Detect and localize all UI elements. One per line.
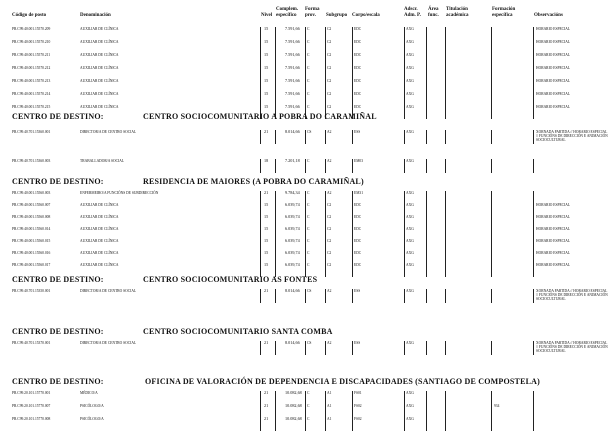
denominacion-cell: DIRECTOR/A DE CENTRO SOCIAL bbox=[80, 289, 137, 293]
posto-code: PR.C99.40.001.15560.017 bbox=[12, 263, 51, 267]
posto-code: PR.C99.40.001.15560.014 bbox=[12, 227, 51, 231]
posto-code: PR.C99.40.701.15350.001 bbox=[12, 289, 51, 293]
adscricion-cell: AXG bbox=[406, 227, 414, 231]
subgrupo-cell: C2 bbox=[327, 27, 332, 31]
forma-cell: C bbox=[307, 263, 310, 267]
denominacion-cell: AUXILIAR DE CLÍNICA bbox=[80, 227, 119, 231]
column-rule bbox=[445, 417, 446, 431]
complemento-cell: 10.082,68 bbox=[285, 416, 302, 421]
forma-cell: CS bbox=[307, 289, 312, 293]
centro-destino-heading bbox=[0, 377, 615, 389]
adscricion-cell: AXG bbox=[406, 79, 414, 83]
denominacion-cell: AUXILIAR DE CLÍNICA bbox=[80, 105, 119, 109]
forma-cell: C bbox=[307, 215, 310, 219]
nivel-cell: 15 bbox=[264, 202, 269, 207]
observacions-cell: HORARIO ESPECIAL bbox=[536, 251, 571, 255]
nivel-cell: 15 bbox=[264, 65, 269, 70]
complemento-cell: 8.014,66 bbox=[285, 340, 300, 345]
complemento-cell: 7.591,66 bbox=[285, 78, 300, 83]
subgrupo-cell: A2 bbox=[327, 289, 332, 293]
column-rule bbox=[533, 341, 534, 355]
complemento-cell: 6.039,74 bbox=[285, 214, 300, 219]
complemento-cell: 7.201,18 bbox=[285, 158, 300, 163]
complemento-cell: 10.082,68 bbox=[285, 390, 302, 395]
nivel-cell: 21 bbox=[264, 190, 269, 195]
observacions-cell: HORARIO ESPECIAL bbox=[536, 40, 571, 44]
table-row bbox=[0, 339, 615, 355]
subgrupo-cell: A2 bbox=[327, 341, 332, 345]
forma-cell: C bbox=[307, 404, 310, 408]
centro-destino-heading bbox=[0, 112, 615, 124]
complemento-cell: 6.039,74 bbox=[285, 262, 300, 267]
observacions-cell: HORARIO ESPECIAL bbox=[536, 92, 571, 96]
posto-code: PR.C99.40.701.15370.001 bbox=[12, 341, 51, 345]
column-rule bbox=[426, 130, 427, 144]
forma-cell: CS bbox=[307, 130, 312, 134]
observacions-cell: HORARIO ESPECIAL bbox=[536, 239, 571, 243]
nivel-cell: 21 bbox=[264, 340, 269, 345]
complemento-cell: 7.591,66 bbox=[285, 65, 300, 70]
observacions-cell: XORNADA PARTIDA // HORARIO ESPECIAL // FUNCIÓNS DE DIRECCIÓN E ANIMACIÓN SOCIOCULTURAL bbox=[536, 130, 608, 143]
adscricion-cell: AXG bbox=[406, 417, 414, 421]
column-rule bbox=[305, 289, 306, 303]
formacion-cell: 934 bbox=[494, 404, 500, 408]
column-rule bbox=[491, 417, 492, 431]
nivel-cell: 15 bbox=[264, 78, 269, 83]
nivel-cell: 15 bbox=[264, 91, 269, 96]
adscricion-cell: AXG bbox=[406, 404, 414, 408]
denominacion-cell: MÉDICO/A bbox=[80, 391, 98, 395]
denominacion-cell: DIRECTOR/A DE CENTRO SOCIAL bbox=[80, 341, 137, 345]
column-rule bbox=[305, 417, 306, 431]
corpo-cell: ESS bbox=[354, 130, 361, 134]
centro-destino-label: CENTRO DE DESTINO: bbox=[12, 112, 104, 121]
subgrupo-cell: C2 bbox=[327, 66, 332, 70]
posto-code: PR.C99.40.001.15560.008 bbox=[12, 215, 51, 219]
nivel-cell: 15 bbox=[264, 104, 269, 109]
table-header bbox=[0, 4, 615, 26]
posto-code: PR.C99.40.001.15560.007 bbox=[12, 203, 51, 207]
denominacion-cell: AUXILIAR DE CLÍNICA bbox=[80, 263, 119, 267]
corpo-cell: EM03 bbox=[354, 159, 363, 163]
centro-destino-label: CENTRO DE DESTINO: bbox=[12, 177, 104, 186]
centro-destino-label: CENTRO DE DESTINO: bbox=[12, 377, 104, 386]
forma-cell: C bbox=[307, 53, 310, 57]
subgrupo-cell: C2 bbox=[327, 92, 332, 96]
denominacion-cell: AUXILIAR DE CLÍNICA bbox=[80, 53, 119, 57]
table-row bbox=[0, 287, 615, 303]
posto-code: PR.C99.40.701.15360.003 bbox=[12, 159, 51, 163]
header-complemento: Complem. específico bbox=[276, 7, 299, 18]
header-titulacion: Titulación académica bbox=[446, 7, 469, 18]
nivel-cell: 21 bbox=[264, 403, 269, 408]
header-area: Área func. bbox=[428, 7, 439, 18]
observacions-cell: HORARIO ESPECIAL bbox=[536, 215, 571, 219]
observacions-cell: XORNADA PARTIDA // HORARIO ESPECIAL // FUNCIÓNS DE DIRECCIÓN E ANIMACIÓN SOCIOCULTURAL bbox=[536, 341, 608, 354]
nivel-cell: 21 bbox=[264, 390, 269, 395]
corpo-cell: EDC bbox=[354, 79, 362, 83]
column-rule bbox=[275, 159, 276, 173]
nivel-cell: 15 bbox=[264, 52, 269, 57]
forma-cell: C bbox=[307, 92, 310, 96]
denominacion-cell: PSICÓLOGO/A bbox=[80, 404, 104, 408]
subgrupo-cell: C2 bbox=[327, 40, 332, 44]
table-row bbox=[0, 415, 615, 431]
column-rule bbox=[533, 130, 534, 144]
column-rule bbox=[404, 159, 405, 173]
column-rule bbox=[491, 130, 492, 144]
posto-code: PR.C99.40.001.15570.213 bbox=[12, 79, 51, 83]
column-rule bbox=[352, 417, 353, 431]
header-codigo: Código de posto bbox=[12, 13, 47, 18]
column-rule bbox=[260, 130, 261, 144]
forma-cell: C bbox=[307, 159, 310, 163]
subgrupo-cell: A1 bbox=[327, 417, 332, 421]
corpo-cell: EDC bbox=[354, 215, 362, 219]
denominacion-cell: DIRECTOR/A DE CENTRO SOCIAL bbox=[80, 130, 137, 134]
complemento-cell: 8.014,66 bbox=[285, 129, 300, 134]
forma-cell: C bbox=[307, 391, 310, 395]
subgrupo-cell: A2 bbox=[327, 159, 332, 163]
corpo-cell: EDC bbox=[354, 227, 362, 231]
header-subgrupo: Subgrupo bbox=[326, 13, 348, 18]
corpo-cell: EDC bbox=[354, 203, 362, 207]
denominacion-cell: AUXILIAR DE CLÍNICA bbox=[80, 239, 119, 243]
header-nivel: Nivel bbox=[261, 13, 273, 18]
complemento-cell: 10.082,68 bbox=[285, 403, 302, 408]
posto-code: PR.C99.40.001.15570.210 bbox=[12, 40, 51, 44]
adscricion-cell: AXG bbox=[406, 215, 414, 219]
observacions-cell: HORARIO ESPECIAL bbox=[536, 263, 571, 267]
observacions-cell: HORARIO ESPECIAL bbox=[536, 53, 571, 57]
observacions-cell: HORARIO ESPECIAL bbox=[536, 203, 571, 207]
column-rule bbox=[260, 417, 261, 431]
centro-destino-name: OFICINA DE VALORACIÓN DE DEPENDENCIA E DISCAPACIDADES (SANTIAGO DE COMPOSTELA) bbox=[145, 377, 540, 386]
nivel-cell: 18 bbox=[264, 158, 269, 163]
column-rule bbox=[260, 289, 261, 303]
corpo-cell: ESS bbox=[354, 341, 361, 345]
denominacion-cell: AUXILIAR DE CLÍNICA bbox=[80, 66, 119, 70]
nivel-cell: 15 bbox=[264, 238, 269, 243]
denominacion-cell: AUXILIAR DE CLÍNICA bbox=[80, 27, 119, 31]
subgrupo-cell: C2 bbox=[327, 203, 332, 207]
column-rule bbox=[352, 159, 353, 173]
nivel-cell: 15 bbox=[264, 39, 269, 44]
column-rule bbox=[445, 341, 446, 355]
table-row bbox=[0, 157, 615, 173]
centro-destino-label: CENTRO DE DESTINO: bbox=[12, 327, 104, 336]
posto-code: PR.C99.20.101.15770.008 bbox=[12, 417, 51, 421]
column-rule bbox=[491, 289, 492, 303]
complemento-cell: 7.591,66 bbox=[285, 104, 300, 109]
complemento-cell: 6.039,74 bbox=[285, 238, 300, 243]
complemento-cell: 6.039,74 bbox=[285, 202, 300, 207]
nivel-cell: 15 bbox=[264, 262, 269, 267]
column-rule bbox=[325, 289, 326, 303]
column-rule bbox=[426, 341, 427, 355]
corpo-cell: EDC bbox=[354, 92, 362, 96]
denominacion-cell: PSICÓLOGO/A bbox=[80, 417, 104, 421]
corpo-cell: EDC bbox=[354, 53, 362, 57]
header-corpo: Corpo/escala bbox=[352, 13, 380, 18]
observacions-cell: HORARIO ESPECIAL bbox=[536, 105, 571, 109]
adscricion-cell: AXG bbox=[406, 130, 414, 134]
corpo-cell: EDC bbox=[354, 263, 362, 267]
column-rule bbox=[260, 341, 261, 355]
denominacion-cell: AUXILIAR DE CLÍNICA bbox=[80, 79, 119, 83]
nivel-cell: 15 bbox=[264, 250, 269, 255]
column-rule bbox=[325, 130, 326, 144]
header-adscricion: Adscr. Adm. P. bbox=[404, 7, 421, 18]
nivel-cell: 21 bbox=[264, 288, 269, 293]
observacions-cell: HORARIO ESPECIAL bbox=[536, 66, 571, 70]
denominacion-cell: AUXILIAR DE CLÍNICA bbox=[80, 251, 119, 255]
column-rule bbox=[533, 159, 534, 173]
observacions-cell: HORARIO ESPECIAL bbox=[536, 27, 571, 31]
column-rule bbox=[352, 130, 353, 144]
column-rule bbox=[325, 417, 326, 431]
forma-cell: C bbox=[307, 66, 310, 70]
complemento-cell: 8.014,66 bbox=[285, 288, 300, 293]
nivel-cell: 15 bbox=[264, 26, 269, 31]
corpo-cell: EDC bbox=[354, 66, 362, 70]
subgrupo-cell: C2 bbox=[327, 239, 332, 243]
corpo-cell: EDC bbox=[354, 239, 362, 243]
adscricion-cell: AXG bbox=[406, 159, 414, 163]
column-rule bbox=[445, 289, 446, 303]
column-rule bbox=[404, 130, 405, 144]
forma-cell: C bbox=[307, 227, 310, 231]
complemento-cell: 9.784,34 bbox=[285, 190, 300, 195]
forma-cell: C bbox=[307, 239, 310, 243]
adscricion-cell: AXG bbox=[406, 341, 414, 345]
subgrupo-cell: C2 bbox=[327, 79, 332, 83]
subgrupo-cell: A1 bbox=[327, 404, 332, 408]
observacions-cell: HORARIO ESPECIAL bbox=[536, 79, 571, 83]
centro-destino-heading bbox=[0, 327, 615, 339]
corpo-cell: EDC bbox=[354, 27, 362, 31]
forma-cell: C bbox=[307, 417, 310, 421]
denominacion-cell: TRABALLADOR/A SOCIAL bbox=[80, 159, 125, 163]
header-denominacion: Denominación bbox=[80, 13, 111, 18]
centro-destino-name: RESIDENCIA DE MAIORES (A POBRA DO CARAMIÑAL) bbox=[143, 177, 364, 186]
corpo-cell: EDC bbox=[354, 251, 362, 255]
posto-code: PR.C99.40.001.15570.212 bbox=[12, 66, 51, 70]
posto-code: PR.C99.40.001.15560.015 bbox=[12, 239, 51, 243]
forma-cell: CS bbox=[307, 341, 312, 345]
corpo-cell: EDC bbox=[354, 40, 362, 44]
nivel-cell: 21 bbox=[264, 416, 269, 421]
column-rule bbox=[325, 159, 326, 173]
column-rule bbox=[426, 289, 427, 303]
subgrupo-cell: A2 bbox=[327, 130, 332, 134]
column-rule bbox=[275, 417, 276, 431]
corpo-cell: EM31 bbox=[354, 191, 363, 195]
table-row bbox=[0, 128, 615, 144]
forma-cell: C bbox=[307, 203, 310, 207]
header-observacions: Observacións bbox=[534, 13, 563, 18]
column-rule bbox=[533, 417, 534, 431]
subgrupo-cell: A2 bbox=[327, 191, 332, 195]
posto-code: PR.C99.40.001.15570.214 bbox=[12, 92, 51, 96]
corpo-cell: ESS bbox=[354, 289, 361, 293]
column-rule bbox=[404, 341, 405, 355]
column-rule bbox=[352, 341, 353, 355]
complemento-cell: 7.591,66 bbox=[285, 52, 300, 57]
corpo-cell: EDC bbox=[354, 105, 362, 109]
column-rule bbox=[491, 159, 492, 173]
column-rule bbox=[305, 130, 306, 144]
column-rule bbox=[426, 417, 427, 431]
nivel-cell: 15 bbox=[264, 214, 269, 219]
forma-cell: C bbox=[307, 27, 310, 31]
nivel-cell: 21 bbox=[264, 129, 269, 134]
posto-code: PR.C99.20.101.15770.007 bbox=[12, 404, 51, 408]
complemento-cell: 7.591,66 bbox=[285, 39, 300, 44]
forma-cell: C bbox=[307, 191, 310, 195]
adscricion-cell: AXG bbox=[406, 263, 414, 267]
denominacion-cell: AUXILIAR DE CLÍNICA bbox=[80, 203, 119, 207]
denominacion-cell: AUXILIAR DE CLÍNICA bbox=[80, 40, 119, 44]
adscricion-cell: AXG bbox=[406, 66, 414, 70]
adscricion-cell: AXG bbox=[406, 239, 414, 243]
header-formacion: Formación específica bbox=[492, 7, 516, 18]
column-rule bbox=[275, 341, 276, 355]
column-rule bbox=[426, 159, 427, 173]
header-forma: Forma prov. bbox=[305, 7, 320, 18]
centro-destino-name: CENTRO SOCIOCOMUNITARIO AS FONTES bbox=[143, 275, 318, 284]
subgrupo-cell: C2 bbox=[327, 105, 332, 109]
subgrupo-cell: C2 bbox=[327, 227, 332, 231]
forma-cell: C bbox=[307, 105, 310, 109]
column-rule bbox=[404, 289, 405, 303]
adscricion-cell: AXG bbox=[406, 92, 414, 96]
forma-cell: C bbox=[307, 79, 310, 83]
complemento-cell: 6.039,74 bbox=[285, 226, 300, 231]
adscricion-cell: AXG bbox=[406, 27, 414, 31]
denominacion-cell: AUXILIAR DE CLÍNICA bbox=[80, 215, 119, 219]
centro-destino-heading bbox=[0, 275, 615, 287]
posto-code: PR.C99.40.001.15570.209 bbox=[12, 27, 51, 31]
complemento-cell: 7.591,66 bbox=[285, 26, 300, 31]
posto-code: PR.C99.40.001.15560.016 bbox=[12, 251, 51, 255]
denominacion-cell: ENFERMEIRO/A FUNCIÓNS DE SUBDIRECCIÓN bbox=[80, 191, 159, 195]
adscricion-cell: AXG bbox=[406, 391, 414, 395]
posto-code: PR.C99.40.001.15560.003 bbox=[12, 191, 51, 195]
subgrupo-cell: C2 bbox=[327, 263, 332, 267]
forma-cell: C bbox=[307, 251, 310, 255]
nivel-cell: 15 bbox=[264, 226, 269, 231]
corpo-cell: FS01 bbox=[354, 391, 362, 395]
column-rule bbox=[404, 417, 405, 431]
column-rule bbox=[445, 130, 446, 144]
adscricion-cell: AXG bbox=[406, 53, 414, 57]
denominacion-cell: AUXILIAR DE CLÍNICA bbox=[80, 92, 119, 96]
corpo-cell: FS02 bbox=[354, 417, 362, 421]
column-rule bbox=[325, 341, 326, 355]
centro-destino-heading bbox=[0, 177, 615, 189]
posto-code: PR.C99.40.001.15570.211 bbox=[12, 53, 51, 57]
subgrupo-cell: C2 bbox=[327, 215, 332, 219]
column-rule bbox=[491, 341, 492, 355]
forma-cell: C bbox=[307, 40, 310, 44]
adscricion-cell: AXG bbox=[406, 203, 414, 207]
column-rule bbox=[445, 159, 446, 173]
posto-code: PR.C99.40.701.15360.001 bbox=[12, 130, 51, 134]
column-rule bbox=[305, 341, 306, 355]
centro-destino-name: CENTRO SOCIOCOMUNITARIO A POBRA DO CARAMIÑAL bbox=[143, 112, 377, 121]
centro-destino-name: CENTRO SOCIOCOMUNITARIO SANTA COMBA bbox=[143, 327, 333, 336]
column-rule bbox=[275, 130, 276, 144]
column-rule bbox=[533, 289, 534, 303]
corpo-cell: FS02 bbox=[354, 404, 362, 408]
subgrupo-cell: C2 bbox=[327, 251, 332, 255]
column-rule bbox=[260, 159, 261, 173]
complemento-cell: 6.039,74 bbox=[285, 250, 300, 255]
column-rule bbox=[305, 159, 306, 173]
column-rule bbox=[352, 289, 353, 303]
adscricion-cell: AXG bbox=[406, 251, 414, 255]
adscricion-cell: AXG bbox=[406, 40, 414, 44]
adscricion-cell: AXG bbox=[406, 191, 414, 195]
posto-code: PR.C99.20.101.15770.001 bbox=[12, 391, 51, 395]
subgrupo-cell: C2 bbox=[327, 53, 332, 57]
centro-destino-label: CENTRO DE DESTINO: bbox=[12, 275, 104, 284]
observacions-cell: HORARIO ESPECIAL bbox=[536, 227, 571, 231]
column-rule bbox=[275, 289, 276, 303]
adscricion-cell: AXG bbox=[406, 289, 414, 293]
adscricion-cell: AXG bbox=[406, 105, 414, 109]
posto-code: PR.C99.40.001.15570.215 bbox=[12, 105, 51, 109]
complemento-cell: 7.591,66 bbox=[285, 91, 300, 96]
subgrupo-cell: A1 bbox=[327, 391, 332, 395]
observacions-cell: XORNADA PARTIDA // HORARIO ESPECIAL // FUNCIÓNS DE DIRECCIÓN E ANIMACIÓN SOCIOCULTURAL bbox=[536, 289, 608, 302]
